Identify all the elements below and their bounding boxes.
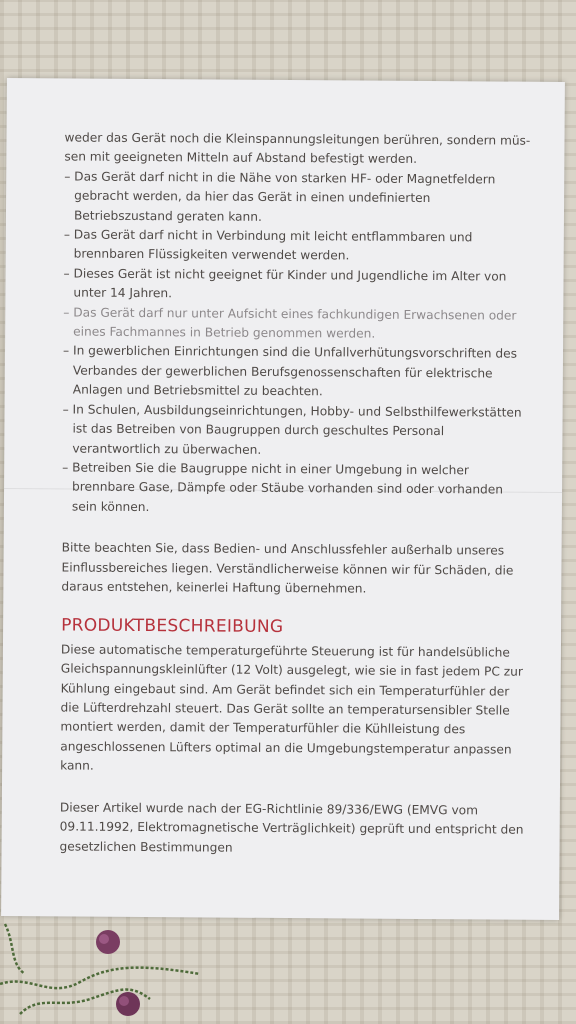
liability-notice: Bitte beachten Sie, dass Bedien- und Anschlussfehler außerhalb unseres Einflussbereiches liegen. Verständlicherweise können wir für Schäden, die daraus entstehen, keinerlei Haftung übernehmen. [61, 540, 514, 596]
safety-bullet: – In gewerblichen Einrichtungen sind die Unfallverhütungsvorschriften des Verbandes der gewerblichen Berufsgenossenschaften für elektrische Anlagen und Betriebsmittel zu beachten. [62, 343, 518, 399]
sheet-text [59, 128, 530, 859]
safety-bullet: – In Schulen, Ausbildungseinrichtungen, Hobby- und Selbsthilfewerkstätten ist das Betreiben von Baugruppen durch geschultes Personal verantwortlich zu überwachen. [62, 402, 522, 457]
safety-bullet: – Das Gerät darf nicht in die Nähe von starken HF- oder Magnetfeldern gebracht werden, da hier das Gerät in einen undefinierten Betriebszustand geraten kann. [64, 169, 496, 224]
floral-embroidery [0, 904, 220, 1024]
safety-bullet: – Das Gerät darf nicht in Verbindung mit leicht entflammbaren und brennbaren Flüssigkeiten verwendet werden. [63, 227, 473, 263]
instruction-sheet [1, 78, 565, 920]
safety-bullet: – Dieses Gerät ist nicht geeignet für Kinder und Jugendliche im Alter von unter 14 Jahren. [63, 266, 507, 301]
section-heading: PRODUKTBESCHREIBUNG [61, 615, 284, 638]
safety-bullet: – Betreiben Sie die Baugruppe nicht in einer Umgebung in welcher brennbare Gase, Dämpfe oder Stäube vorhanden sind oder vorhanden sein können. [62, 460, 504, 514]
intro-line: weder das Gerät noch die Kleinspannungsleitungen berühren, sondern müs- [64, 130, 531, 148]
product-description: Diese automatische temperaturgeführte Steuerung ist für handelsübliche Gleichspannungskleinlüfter (12 Volt) ausgelegt, wie sie in fast jedem PC zur Kühlung eingebaut sind. Am Gerät befindet sich ein Temperaturfühler der die Lüfterdrehzahl steuert. Das Gerät sollte an temperatursensibler Stelle montiert werden, damit der Temperaturfühler die Kühlleistung des angeschlossenen Lüfters optimal an die Umgebungstemperatur anpassen kann. [60, 642, 523, 773]
intro-line: sen mit geeigneten Mitteln auf Abstand befestigt werden. [64, 149, 418, 167]
compliance-statement: Dieser Artikel wurde nach der EG-Richtlinie 89/336/EWG (EMVG vom 09.11.1992, Elektromagnetische Verträglichkeit) geprüft und entspricht den gesetzlichen Bestimmungen [59, 800, 524, 855]
safety-bullet: – Das Gerät darf nur unter Aufsicht eines fachkundigen Erwachsenen oder eines Fachmannes in Betrieb genommen werden. [63, 305, 517, 341]
